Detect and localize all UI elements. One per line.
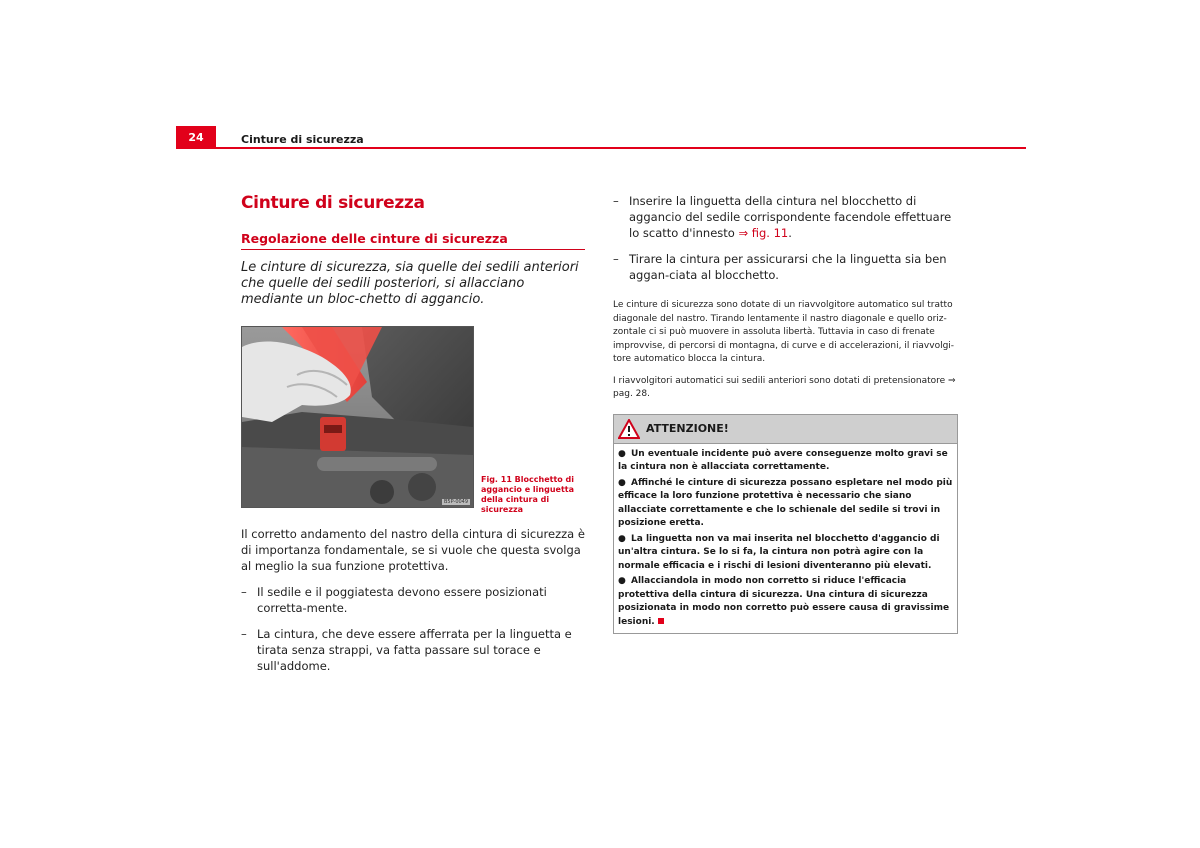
dash-marker: – bbox=[613, 194, 619, 208]
dash-marker: – bbox=[241, 585, 247, 599]
right-column bbox=[613, 193, 957, 634]
seatbelt-photo bbox=[241, 326, 474, 508]
warning-title: ATTENZIONE! bbox=[646, 422, 729, 435]
subsection-title: Regolazione delle cinture di sicurezza bbox=[241, 231, 585, 250]
step-suffix: . bbox=[788, 226, 792, 240]
step-item bbox=[241, 626, 585, 674]
warning-item bbox=[618, 533, 953, 574]
section-title: Cinture di sicurezza bbox=[241, 193, 425, 213]
step-item bbox=[613, 193, 957, 241]
warning-text: Un eventuale incidente può avere conseguenze molto gravi se la cintura non è allacciata correttamente. bbox=[618, 448, 948, 472]
warning-item bbox=[618, 477, 953, 531]
warning-text: La linguetta non va mai inserita nel blocchetto d'aggancio di un'altra cintura. Se lo si fa, la cintura non potrà agire con la normale efficacia e i rischi di lesioni diventeranno più elevati. bbox=[618, 533, 940, 571]
left-column bbox=[241, 193, 585, 674]
header-rule bbox=[176, 147, 1026, 149]
bullet-icon: ● bbox=[618, 533, 626, 544]
warning-box bbox=[613, 414, 958, 635]
figure-caption: Fig. 11 Blocchetto di aggancio e linguetta della cintura di sicurezza bbox=[481, 475, 575, 514]
running-header: Cinture di sicurezza bbox=[241, 133, 364, 146]
dash-marker: – bbox=[613, 252, 619, 266]
warning-triangle-icon bbox=[618, 419, 640, 439]
intro-text: Le cinture di sicurezza, sia quelle dei sedili anteriori che quelle dei sedili posteriori, si allacciano mediante un bloc-chetto di aggancio. bbox=[241, 260, 579, 307]
retractor-paragraph: Le cinture di sicurezza sono dotate di un riavvolgitore automatico sul tratto diagonale del nastro. Tirando lentamente il nastro diagonale e quello oriz-zontale ci si può muovere in assoluta libertà. Tuttavia in caso di frenate improvvise, di percorsi di montagna, di curve e di accelerazioni, il riavvolgi-tore automatico blocca la cintura. bbox=[613, 300, 955, 364]
bullet-icon: ● bbox=[618, 477, 626, 488]
warning-item bbox=[618, 448, 953, 475]
warning-text: Affinché le cinture di sicurezza possano espletare nel modo più efficace la loro funzione protettiva è necessario che siano allacciate correttamente e che lo schienale del sedile si trovi in posizione eretta. bbox=[618, 477, 953, 528]
step-text: Il sedile e il poggiatesta devono essere posizionati corretta-mente. bbox=[257, 585, 547, 615]
pretensioner-paragraph: I riavvolgitori automatici sui sedili anteriori sono dotati di pretensionatore ⇒ pag. 28. bbox=[613, 375, 956, 399]
warning-item bbox=[618, 575, 953, 629]
bullet-icon: ● bbox=[618, 448, 626, 459]
step-item bbox=[241, 584, 585, 616]
page-number: 24 bbox=[176, 126, 216, 148]
step-item bbox=[613, 251, 957, 283]
figure-11 bbox=[241, 326, 585, 514]
end-square-icon bbox=[658, 618, 664, 624]
warning-header bbox=[614, 415, 957, 444]
warning-text: Allacciandola in modo non corretto si riduce l'efficacia protettiva della cintura di sicurezza. Una cintura di sicurezza posizionata in modo non corretto può essere causa di gravissime lesioni. bbox=[618, 576, 950, 627]
body-paragraph: Il corretto andamento del nastro della cintura di sicurezza è di importanza fondamentale, se si vuole che questa svolga al meglio la sua funzione protettiva. bbox=[241, 527, 585, 573]
dash-marker: – bbox=[241, 627, 247, 641]
step-text: Tirare la cintura per assicurarsi che la linguetta sia ben aggan-ciata al blocchetto. bbox=[629, 252, 947, 282]
figure-code: B5P-0049 bbox=[444, 499, 469, 505]
warning-body bbox=[614, 444, 957, 634]
bullet-icon: ● bbox=[618, 576, 626, 586]
step-text: La cintura, che deve essere afferrata per la linguetta e tirata senza strappi, va fatta passare sul torace e sull'addome. bbox=[257, 627, 572, 673]
figure-reference-link[interactable]: ⇒ fig. 11 bbox=[738, 226, 789, 240]
step-text: Inserire la linguetta della cintura nel blocchetto di aggancio del sedile corrispondente facendole effettuare lo scatto d'innesto bbox=[629, 194, 952, 240]
